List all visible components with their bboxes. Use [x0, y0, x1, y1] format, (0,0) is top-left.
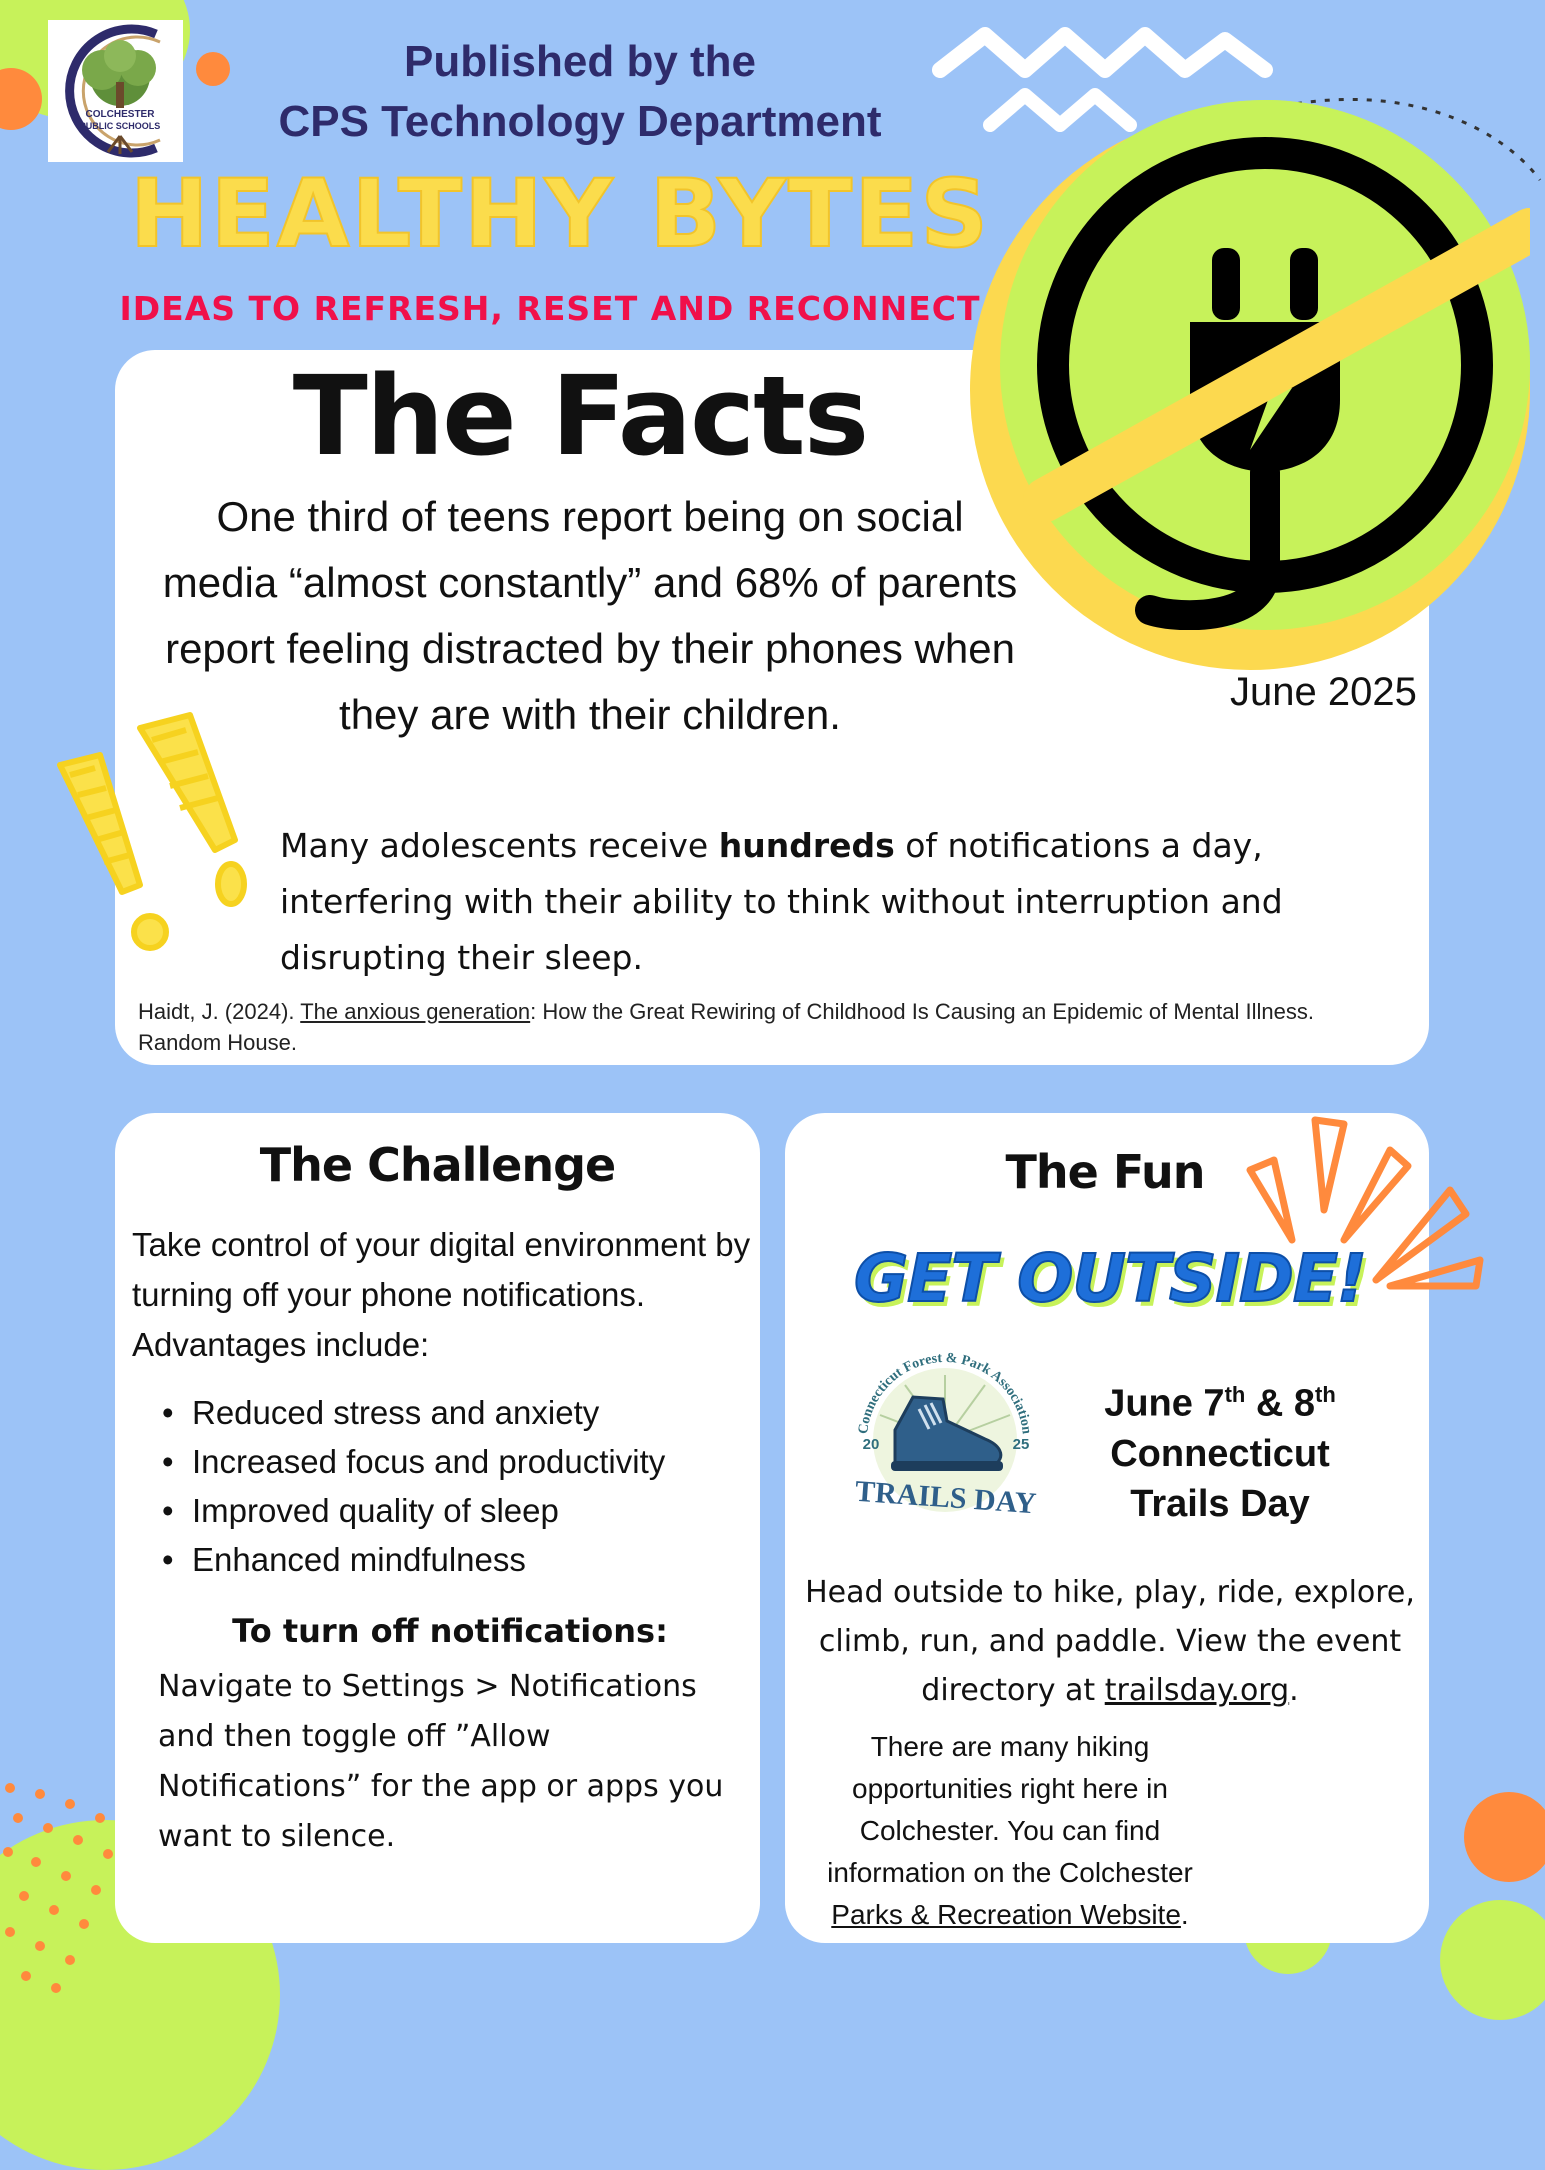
challenge-intro: Take control of your digital environment by turning off your phone notifications. Advantages include: — [132, 1226, 751, 1363]
head-outside-period: . — [1289, 1673, 1299, 1708]
head-outside-text — [800, 1568, 1420, 1715]
facts-heading: The Facts — [292, 352, 868, 480]
event-date-part: & 8 — [1245, 1382, 1316, 1425]
fun-heading: The Fun — [1005, 1145, 1205, 1199]
exclamation-doodle-icon — [40, 700, 270, 970]
get-outside-banner: GET OUTSIDE! — [853, 1240, 1367, 1317]
issue-date: June 2025 — [1230, 670, 1417, 714]
howto-text: Navigate to Settings > Notifications and then toggle off ”Allow Notifications” for the app or apps you want to silence. — [158, 1669, 724, 1854]
trails-day-state: Connecticut — [1110, 1432, 1330, 1475]
tree-logo-icon — [48, 20, 183, 162]
masthead-title: HEALTHY BYTES — [129, 160, 991, 269]
svg-text:COLCHESTER: COLCHESTER — [85, 109, 155, 120]
howto-heading: To turn off notifications: — [232, 1612, 668, 1650]
facts-paragraph-2-text: of notifications a day, interfering with their ability to think without interruption and disrupting their sleep. — [280, 826, 1283, 977]
publisher-line-1: Published by the — [403, 37, 757, 86]
list-item: • Increased focus and productivity — [192, 1437, 752, 1486]
facts-paragraph-2 — [280, 818, 1390, 986]
facts-paragraph-1: One third of teens report being on social media “almost constantly” and 68% of parents report feeling distracted by their phones when they are with their children. — [162, 493, 1018, 738]
citation — [138, 996, 1398, 1058]
svg-text:25: 25 — [1012, 1436, 1030, 1453]
hiking-opportunities-text — [800, 1726, 1220, 1936]
citation-rest: : How the Great Rewiring of Childhood Is Causing an Epidemic of Mental Illness. Random House. — [138, 999, 1314, 1055]
advantages-list — [192, 1388, 752, 1584]
list-item: • Improved quality of sleep — [192, 1486, 752, 1535]
svg-text:PUBLIC SCHOOLS: PUBLIC SCHOOLS — [79, 121, 161, 131]
trails-day-name: Trails Day — [1130, 1482, 1310, 1525]
svg-text:Connecticut Forest & Park Asso: Connecticut Forest & Park Association — [856, 1350, 1034, 1435]
head-outside-body: Head outside to hike, play, ride, explore, climb, run, and paddle. View the event directory at — [805, 1575, 1415, 1708]
trails-day-info — [1070, 1370, 1370, 1529]
hiking-period: . — [1180, 1899, 1189, 1930]
trailsday-link[interactable]: trailsday.org — [1104, 1673, 1290, 1708]
trails-day-date — [1070, 1370, 1370, 1429]
bg-decoration-circle — [1464, 1792, 1545, 1882]
facts-paragraph-2-text: Many adolescents receive — [280, 826, 719, 865]
unplug-prohibited-icon — [1000, 100, 1530, 630]
parks-recreation-link[interactable]: Parks & Recreation Website — [831, 1899, 1181, 1930]
citation-author: Haidt, J. (2024). — [138, 999, 301, 1024]
event-date-suffix: th — [1224, 1382, 1246, 1407]
svg-text:20: 20 — [862, 1436, 880, 1453]
list-item: • Enhanced mindfulness — [192, 1535, 752, 1584]
tagline: IDEAS TO REFRESH, RESET AND RECONNECT — [119, 289, 981, 328]
event-date-part: June 7 — [1104, 1382, 1225, 1425]
challenge-heading: The Challenge — [259, 1138, 616, 1192]
citation-book-title: The anxious generation — [300, 999, 531, 1024]
event-date-suffix: th — [1315, 1382, 1336, 1407]
trails-day-badge — [835, 1335, 1055, 1545]
hiking-body: There are many hiking opportunities right here in Colchester. You can find information on the Colchester — [827, 1731, 1193, 1888]
bg-decoration-circle — [1440, 1900, 1545, 2020]
school-logo — [48, 20, 183, 162]
publisher-line-2: CPS Technology Department — [278, 97, 882, 146]
facts-paragraph-2-bold: hundreds — [718, 826, 895, 865]
list-item: • Reduced stress and anxiety — [192, 1388, 752, 1437]
publisher-credit — [200, 32, 960, 152]
svg-text:TRAILS DAY: TRAILS DAY — [854, 1474, 1038, 1521]
